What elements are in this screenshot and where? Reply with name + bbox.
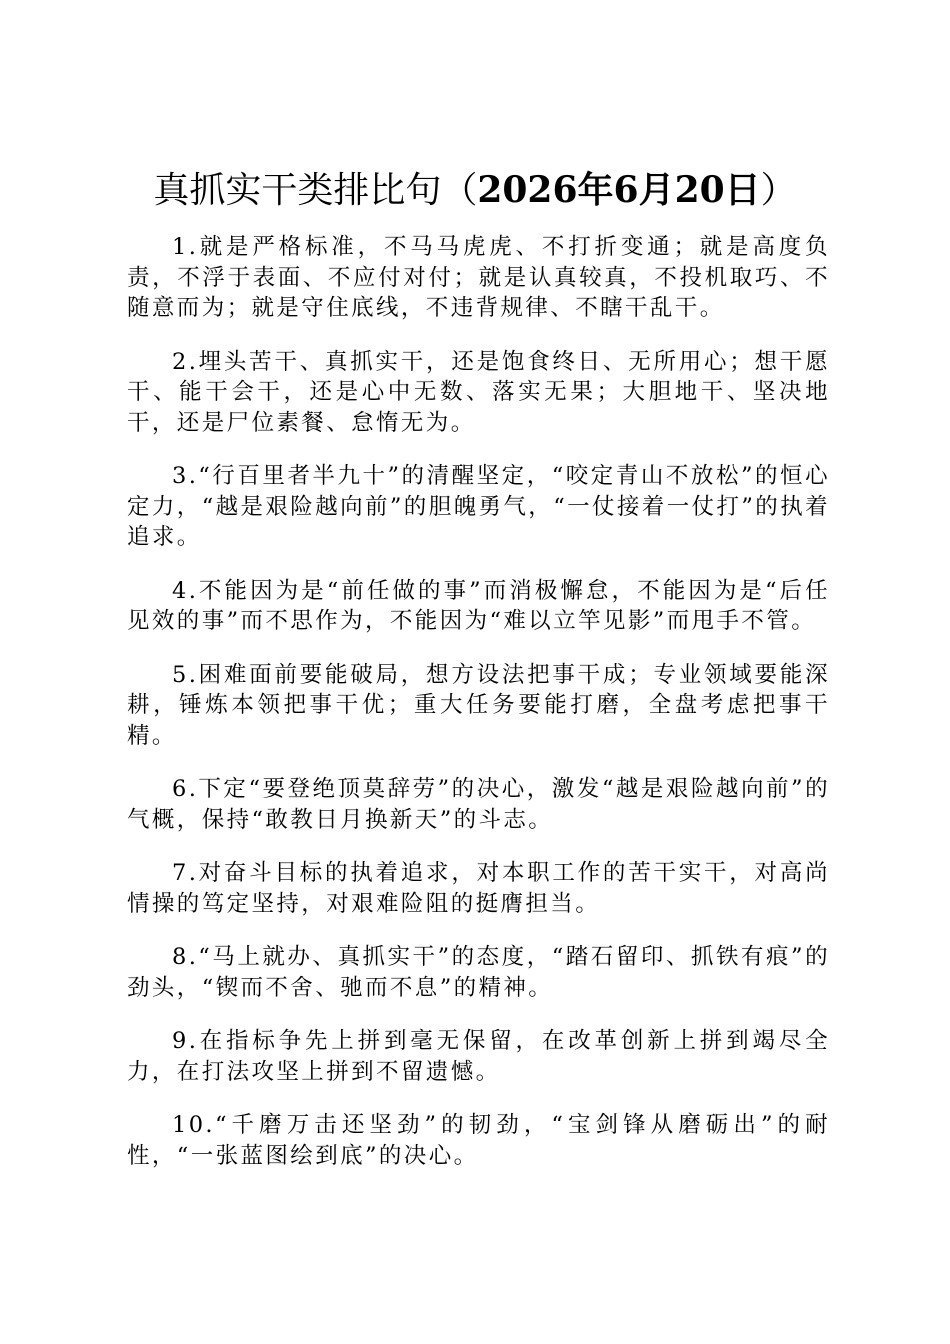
paragraph-6: 6.下定“要登绝顶莫辞劳”的决心，激发“越是艰险越向前”的气概，保持“敢教日月换新天”的斗志。 <box>127 776 830 833</box>
paragraph-1: 1.就是严格标准，不马马虎虎、不打折变通；就是高度负责，不浮于表面、不应付对付；就是认真较真，不投机取巧、不随意而为；就是守住底线，不违背规律、不瞎干乱干。 <box>127 234 830 321</box>
title-date: 2026年6月20日 <box>477 169 761 211</box>
paragraph-2: 2.埋头苦干、真抓实干，还是饱食终日、无所用心；想干愿干、能干会干，还是心中无数、落实无果；大胆地干、坚决地干，还是尸位素餐、怠惰无为。 <box>127 348 830 436</box>
paragraph-9: 9.在指标争先上拼到毫无保留，在改革创新上拼到竭尽全力，在打法攻坚上拼到不留遗憾。 <box>127 1028 830 1085</box>
paragraph-10: 10.“千磨万击还坚劲”的韧劲，“宝剑锋从磨砺出”的耐性，“一张蓝图绘到底”的决心。 <box>127 1112 830 1169</box>
document-title <box>0 166 950 215</box>
paragraph-4: 4.不能因为是“前任做的事”而消极懈怠，不能因为是“后任见效的事”而不思作为，不能因为“难以立竿见影”而甩手不管。 <box>127 577 830 634</box>
paragraph-7: 7.对奋斗目标的执着追求，对本职工作的苦干实干，对高尚情操的笃定坚持，对艰难险阻的挺膺担当。 <box>127 860 830 917</box>
title-main-text: 真抓实干类排比句（ <box>153 170 478 211</box>
paragraph-5: 5.困难面前要能破局，想方设法把事干成；专业领域要能深耕，锤炼本领把事干优；重大任务要能打磨，全盘考虑把事干精。 <box>127 661 830 749</box>
document-body <box>127 232 830 1194</box>
title-close-paren: ） <box>760 170 797 211</box>
paragraph-8: 8.“马上就办、真抓实干”的态度，“踏石留印、抓铁有痕”的劲头，“锲而不舍、驰而不息”的精神。 <box>127 944 830 1001</box>
paragraph-3: 3.“行百里者半九十”的清醒坚定，“咬定青山不放松”的恒心定力，“越是艰险越向前”的胆魄勇气，“一仗接着一仗打”的执着追求。 <box>127 463 831 550</box>
